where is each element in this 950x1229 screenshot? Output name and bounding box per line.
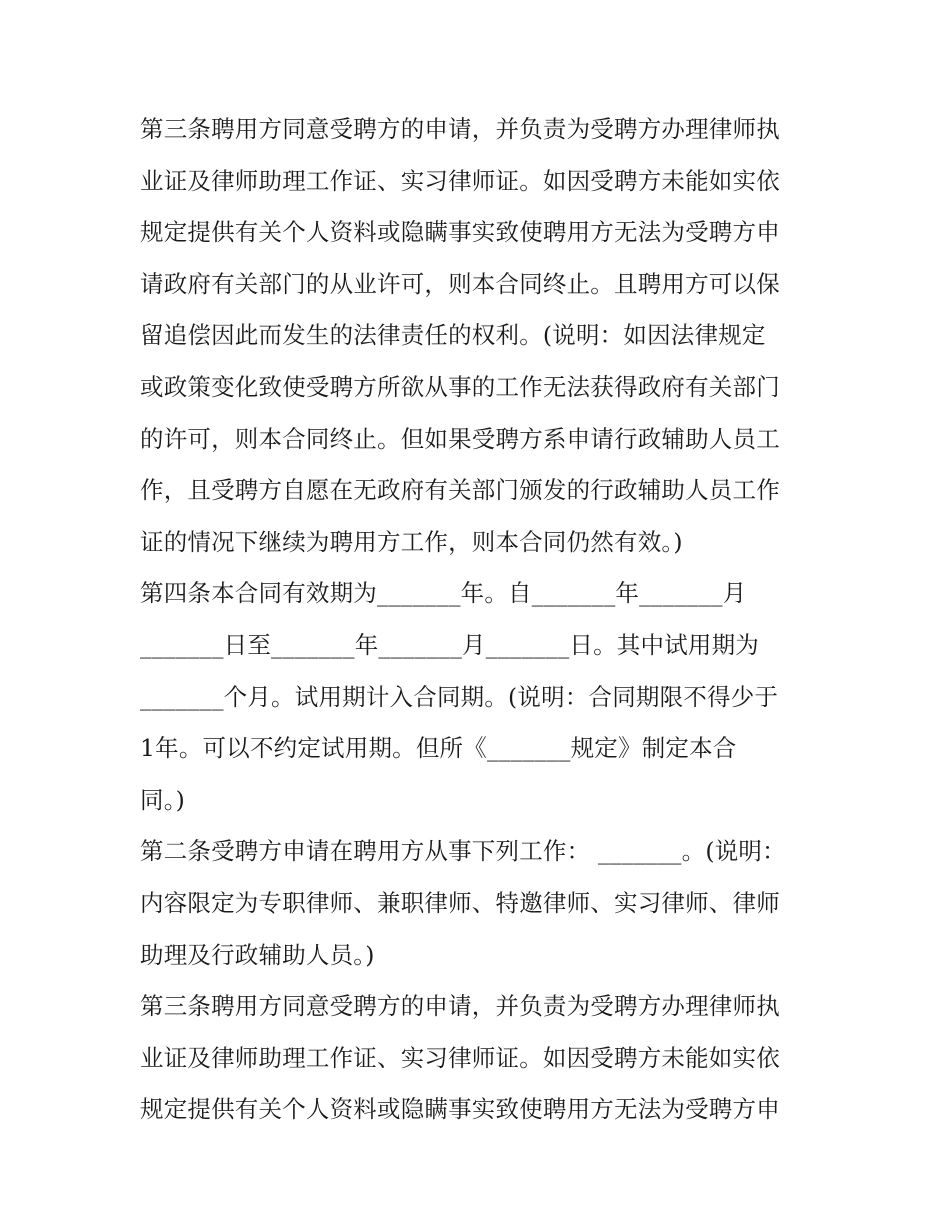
text-line: 的许可，则本合同终止。但如果受聘方系申请行政辅助人员工: [140, 424, 780, 453]
text-line: 助理及行政辅助人员。): [140, 940, 375, 969]
text-line: 同。): [140, 785, 186, 814]
text-line: 业证及律师助理工作证、实习律师证。如因受聘方未能如实依: [140, 166, 780, 195]
text-line: 1年。可以不约定试用期。但所《_______规定》制定本合: [140, 734, 737, 763]
text-line: 请政府有关部门的从业许可，则本合同终止。且聘用方可以保: [140, 269, 780, 298]
text-line: 作，且受聘方自愿在无政府有关部门颁发的行政辅助人员工作: [140, 476, 780, 505]
text-line: _______日至_______年_______月_______日。其中试用期为: [140, 630, 759, 659]
text-line: 规定提供有关个人资料或隐瞒事实致使聘用方无法为受聘方申: [140, 218, 780, 247]
text-line: 规定提供有关个人资料或隐瞒事实致使聘用方无法为受聘方申: [140, 1095, 780, 1124]
text-line: 业证及律师助理工作证、实习律师证。如因受聘方未能如实依: [140, 1043, 780, 1072]
text-line: 第二条受聘方申请在聘用方从事下列工作： _______。(说明：: [140, 837, 786, 866]
text-line: 内容限定为专职律师、兼职律师、特邀律师、实习律师、律师: [140, 888, 780, 917]
text-line: 留追偿因此而发生的法律责任的权利。(说明：如因法律规定: [140, 321, 766, 350]
contract-text-block: [140, 104, 830, 1136]
text-line: 证的情况下继续为聘用方工作，则本合同仍然有效。): [140, 527, 683, 556]
text-line: _______个月。试用期计入合同期。(说明：合同期限不得少于: [140, 682, 779, 711]
text-line: 第三条聘用方同意受聘方的申请，并负责为受聘方办理律师执: [140, 115, 780, 143]
text-line: 或政策变化致使受聘方所欲从事的工作无法获得政府有关部门: [140, 372, 780, 401]
text-line: 第四条本合同有效期为_______年。自_______年_______月: [140, 579, 747, 608]
text-line: 第三条聘用方同意受聘方的申请，并负责为受聘方办理律师执: [140, 992, 780, 1021]
